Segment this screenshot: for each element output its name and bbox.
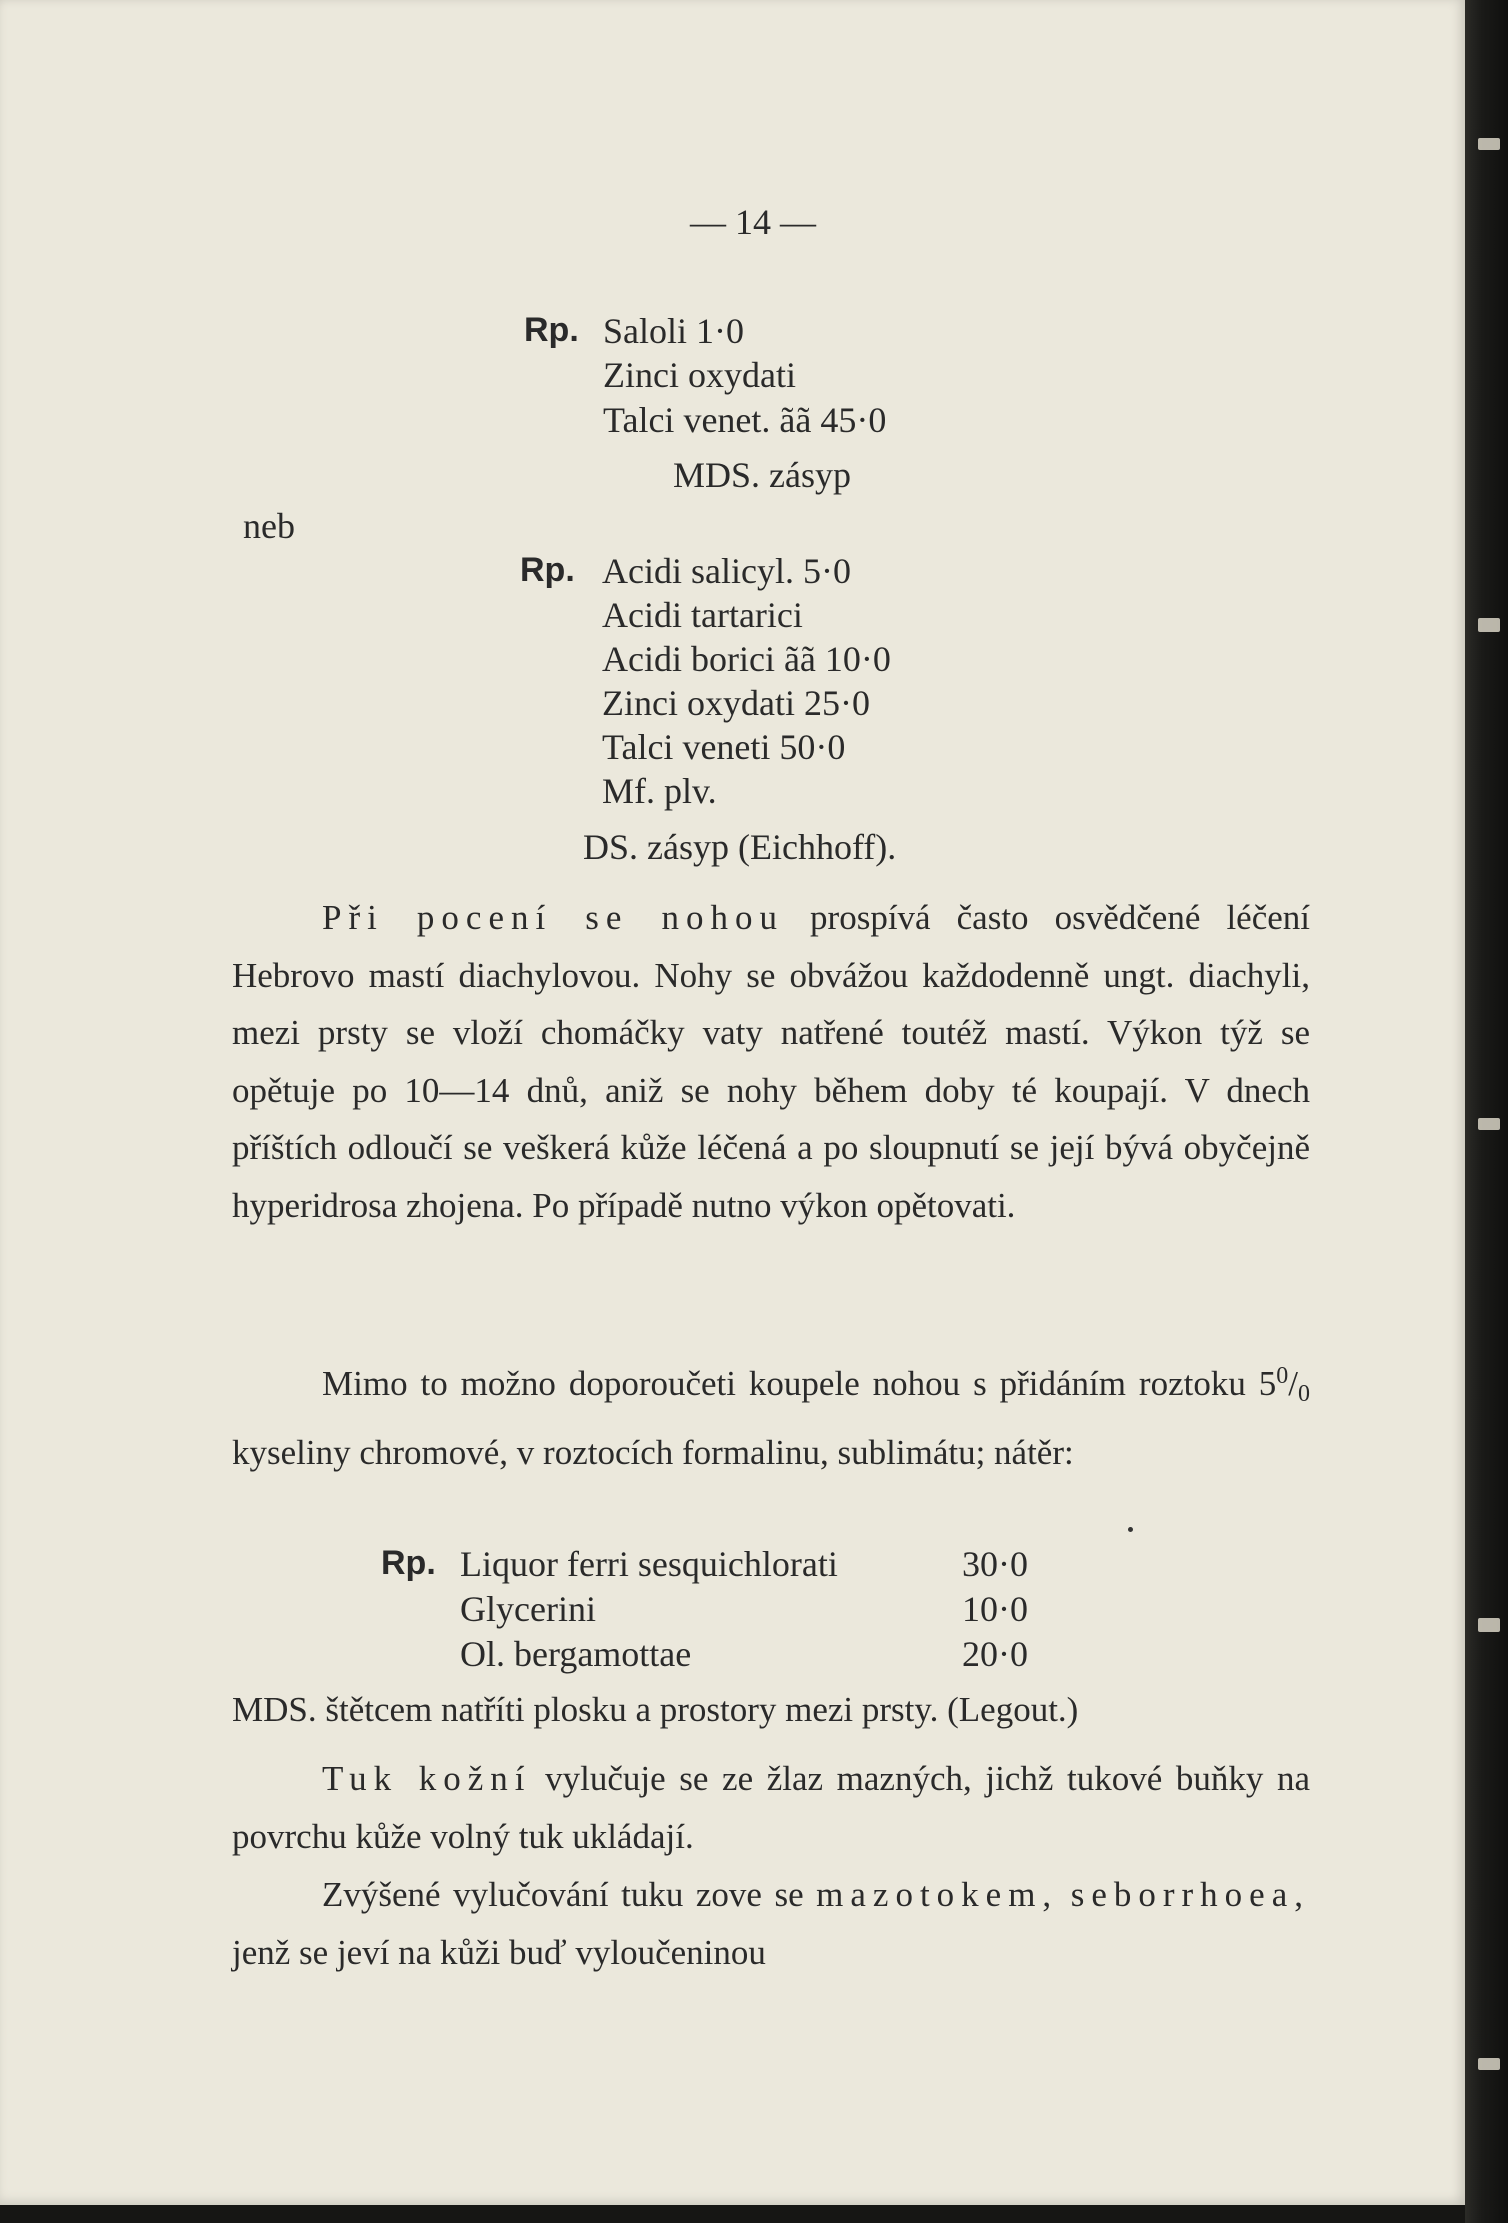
edge-mark — [1478, 1118, 1500, 1130]
spaced-term: Při pocení se nohou — [322, 898, 784, 937]
spaced-term: Tuk kožní — [322, 1759, 532, 1798]
rx3-item-amount: 10·0 — [962, 1589, 1028, 1629]
rx3-signature: MDS. štětcem natříti plosku a prostory mezi prsty. (Legout.) — [232, 1690, 1079, 1729]
paragraph-text: Mimo to možno doporoučeti koupele nohou s přidáním roztoku 5 — [322, 1364, 1277, 1403]
rx2-line: Acidi tartarici — [602, 595, 803, 635]
rx2-line: Acidi borici ãã 10·0 — [602, 639, 891, 679]
edge-mark — [1478, 618, 1500, 632]
edge-mark — [1478, 138, 1500, 150]
rx2-signature: DS. zásyp (Eichhoff). — [583, 827, 897, 867]
rx2-line: Zinci oxydati 25·0 — [602, 683, 870, 723]
rp-label: Rp. — [524, 311, 579, 349]
spaced-term: mazotokem, — [816, 1875, 1059, 1914]
paragraph-text: Zvýšené vylučování tuku zove se — [322, 1875, 804, 1914]
edge-mark — [1478, 1618, 1500, 1632]
rx1-line: Saloli 1·0 — [603, 311, 744, 351]
paragraph-text: vylučuje se ze žlaz mazných, jichž tukové buňky na povrchu kůže volný tuk ukládají. — [232, 1759, 1311, 1856]
percent-slash: / — [1288, 1364, 1298, 1403]
rx2-line: Talci veneti 50·0 — [602, 727, 846, 767]
bottom-edge — [0, 2205, 1465, 2223]
spaced-term: seborrhoea, — [1070, 1875, 1311, 1914]
paragraph-text: kyseliny chromové, v roztocích formalinu, sublimátu; nátěr: — [232, 1432, 1074, 1472]
rx3-item-amount: 20·0 — [962, 1634, 1028, 1674]
neb-text: neb — [243, 506, 295, 546]
rx3-item-name: Glycerini — [460, 1589, 596, 1629]
paragraph-text: prospívá často osvědčené léčení Hebrovo mastí diachylovou. Nohy se obvážou každodenně ungt. diachyli, mezi prsty se vloží chomáčky vaty natřené toutéž mastí. Výkon týž se opětuje po 10—14 dnů, aniž se nohy během doby té koupají. V dnech příštích odloučí se veškerá kůže léčená a po sloupnutí se její bývá obyčejně hyperidrosa zhojena. Po případě nutno výkon opětovati. — [232, 898, 1310, 1225]
paragraph-seborrhoea — [232, 1866, 1310, 1981]
paragraph-foot-sweating — [232, 889, 1310, 1234]
rx1-line: Zinci oxydati — [603, 355, 796, 395]
rp-label: Rp. — [520, 551, 575, 589]
rx1-line: Talci venet. ãã 45·0 — [603, 400, 887, 440]
rx3-item-name: Liquor ferri sesquichlorati — [460, 1544, 838, 1584]
paragraph-sebum — [232, 1750, 1310, 1865]
paragraph-baths — [232, 1348, 1310, 1481]
rx3-item-amount: 30·0 — [962, 1544, 1028, 1584]
rp-label: Rp. — [381, 1544, 436, 1582]
page-edge-shadow — [1465, 0, 1508, 2223]
rx2-line: Mf. plv. — [602, 771, 717, 811]
rx3-item-name: Ol. bergamottae — [460, 1634, 692, 1674]
percent-sup: 0 — [1276, 1363, 1289, 1389]
page-number: — 14 — — [690, 202, 816, 242]
stray-dot — [1128, 1527, 1133, 1532]
rx2-line: Acidi salicyl. 5·0 — [602, 551, 851, 591]
percent-sub: 0 — [1298, 1381, 1310, 1407]
paragraph-text: jenž se jeví na kůži buď vyloučeninou — [232, 1932, 766, 1972]
edge-mark — [1478, 2058, 1500, 2070]
rx1-signature: MDS. zásyp — [673, 455, 851, 495]
